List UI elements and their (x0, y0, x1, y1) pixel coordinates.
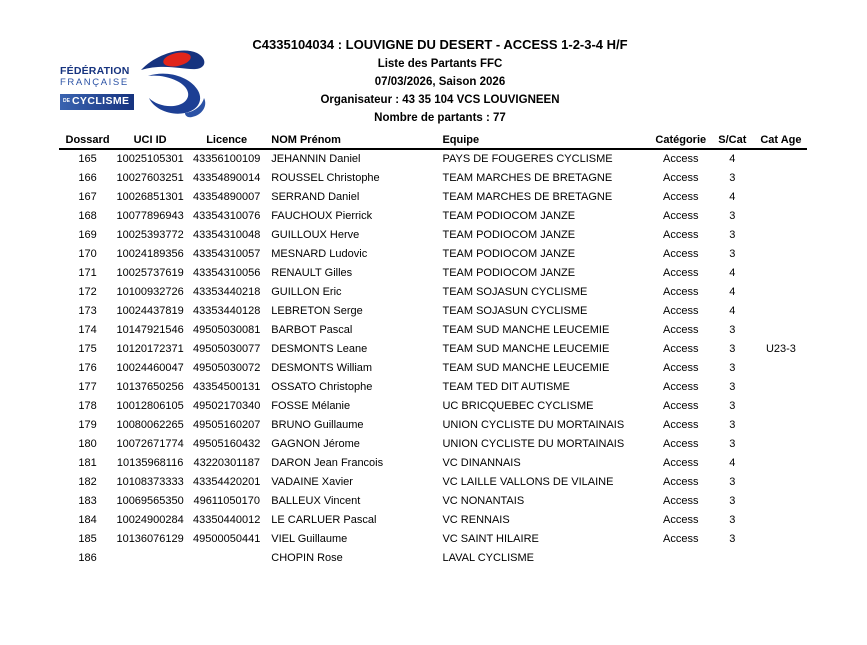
table-cell: 167 (78, 190, 97, 203)
table-cell: Access (663, 171, 699, 184)
table-cell: 49505030077 (193, 342, 261, 355)
table-cell: Access (663, 209, 699, 222)
table-cell: TEAM PODIOCOM JANZE (442, 228, 576, 241)
table-cell: 10024437819 (116, 304, 184, 317)
table-cell: 3 (729, 418, 736, 431)
table-cell: Access (663, 266, 699, 279)
table-cell: Access (663, 342, 699, 355)
table-cell: 3 (729, 361, 736, 374)
table-row (59, 491, 807, 510)
table-cell: PAYS DE FOUGERES CYCLISME (442, 153, 613, 165)
table-cell: TEAM MARCHES DE BRETAGNE (442, 171, 613, 184)
table-cell (755, 206, 807, 225)
table-cell: GUILLOUX Herve (271, 228, 360, 241)
table-cell: 10120172371 (116, 342, 184, 355)
table-cell: TEAM PODIOCOM JANZE (442, 247, 576, 260)
table-cell: 43220301187 (193, 456, 260, 469)
table-cell: 10137650256 (116, 380, 184, 393)
table-cell: Access (663, 153, 699, 165)
table-cell: 43354890007 (193, 190, 261, 203)
table-cell: TEAM SOJASUN CYCLISME (442, 285, 588, 298)
table-cell: TEAM SUD MANCHE LEUCEMIE (442, 342, 610, 355)
table-cell: GUILLON Eric (271, 285, 342, 298)
column-header-nom-pr-nom: NOM Prénom (269, 131, 440, 149)
table-cell: 49505160432 (193, 437, 261, 450)
table-cell: VC DINANNAIS (442, 456, 521, 469)
table-cell: LEBRETON Serge (271, 304, 363, 317)
table-cell: JEHANNIN Daniel (271, 153, 361, 165)
table-cell: VC SAINT HILAIRE (442, 532, 539, 545)
table-cell (755, 472, 807, 491)
table-cell: Access (663, 437, 699, 450)
table-cell: 179 (78, 418, 97, 431)
table-cell: 43354890014 (193, 171, 261, 184)
table-cell: 10069565350 (116, 494, 184, 507)
table-cell: 174 (78, 323, 97, 336)
table-cell: 43356100109 (193, 153, 261, 165)
table-cell: Access (663, 475, 699, 488)
table-cell: TEAM PODIOCOM JANZE (442, 266, 576, 279)
table-cell: BALLEUX Vincent (271, 494, 361, 507)
table-cell: 49611050170 (193, 494, 260, 507)
table-cell: FAUCHOUX Pierrick (271, 209, 373, 222)
table-cell (755, 187, 807, 206)
table-cell (652, 548, 710, 567)
table-cell: GAGNON Jérome (271, 437, 360, 450)
table-cell: 43354310048 (193, 228, 261, 241)
table-cell: BARBOT Pascal (271, 323, 353, 336)
table-cell: VC NONANTAIS (442, 494, 525, 507)
table-cell: 4 (729, 285, 736, 298)
table-cell: 172 (78, 285, 97, 298)
table-cell: 43350440012 (193, 513, 261, 526)
table-cell: 168 (78, 209, 97, 222)
table-cell: 10012806105 (116, 399, 184, 412)
table-cell: 49500050441 (193, 532, 261, 545)
table-cell (755, 320, 807, 339)
table-cell: 169 (78, 228, 97, 241)
table-cell: 183 (78, 494, 97, 507)
table-cell: 10025737619 (116, 266, 184, 279)
table-cell: VADAINE Xavier (271, 475, 353, 488)
table-cell (755, 244, 807, 263)
table-cell: 3 (729, 209, 736, 222)
table-cell: 173 (78, 304, 97, 317)
table-cell: 186 (78, 551, 97, 564)
table-cell: 10100932726 (116, 285, 184, 298)
table-cell: 49505030072 (193, 361, 261, 374)
table-cell: U23-3 (765, 342, 796, 355)
table-cell: Access (663, 494, 699, 507)
column-header-equipe: Equipe (440, 131, 651, 149)
column-header-dossard: Dossard (59, 131, 116, 149)
table-cell: 184 (78, 513, 97, 526)
table-cell: 3 (729, 323, 736, 336)
table-cell: 43354310076 (193, 209, 261, 222)
table-row (59, 263, 807, 282)
table-cell: DESMONTS Leane (271, 342, 368, 355)
table-cell: Access (663, 380, 699, 393)
table-header-row (59, 131, 807, 149)
table-cell: RENAULT Gilles (271, 266, 353, 279)
table-cell: 49502170340 (193, 399, 261, 412)
table-cell: Access (663, 190, 699, 203)
table-cell: TEAM TED DIT AUTISME (442, 380, 570, 393)
table-cell: 43353440218 (193, 285, 261, 298)
table-cell: TEAM PODIOCOM JANZE (442, 209, 576, 222)
table-cell: 3 (729, 532, 736, 545)
organizer-line: Organisateur : 43 35 104 VCS LOUVIGNEEN (320, 94, 560, 106)
table-cell: 43354310056 (193, 266, 261, 279)
table-cell: 181 (78, 456, 97, 469)
table-cell: 182 (78, 475, 97, 488)
table-cell: 3 (729, 475, 736, 488)
table-cell: VC LAILLE VALLONS DE VILAINE (442, 475, 614, 488)
table-cell: 10147921546 (116, 323, 184, 336)
table-cell: FOSSE Mélanie (271, 399, 351, 412)
table-cell: 10136076129 (116, 532, 184, 545)
table-cell: UNION CYCLISTE DU MORTAINAIS (442, 418, 625, 431)
table-cell (755, 434, 807, 453)
table-cell: 10024900284 (116, 513, 184, 526)
table-cell: TEAM SUD MANCHE LEUCEMIE (442, 361, 610, 374)
table-cell: 3 (729, 513, 736, 526)
table-cell: Access (663, 304, 699, 317)
table-cell: 175 (78, 342, 97, 355)
table-cell: 10080062265 (116, 418, 184, 431)
table-cell: 3 (729, 380, 736, 393)
table-row (59, 415, 807, 434)
table-cell: 10027603251 (116, 171, 184, 184)
column-header-cat-gorie: Catégorie (652, 131, 710, 149)
table-cell: 4 (729, 153, 736, 165)
table-cell: 177 (78, 380, 97, 393)
table-row (59, 339, 807, 358)
table-row (59, 225, 807, 244)
table-cell (755, 358, 807, 377)
table-cell: UC BRICQUEBEC CYCLISME (442, 399, 594, 412)
table-cell: Access (663, 418, 699, 431)
table-cell (755, 168, 807, 187)
table-cell: 3 (729, 342, 736, 355)
table-cell (755, 396, 807, 415)
table-cell: 171 (78, 266, 97, 279)
participants-count-line: Nombre de partants : 77 (374, 112, 506, 124)
table-cell: 4 (729, 456, 736, 469)
table-cell: 10025105301 (116, 153, 184, 165)
table-cell: 43353440128 (193, 304, 261, 317)
table-cell (755, 529, 807, 548)
table-body (59, 149, 807, 567)
table-cell: Access (663, 228, 699, 241)
column-header-cat-age: Cat Age (755, 131, 807, 149)
table-row (59, 149, 807, 168)
table-cell (710, 548, 755, 567)
table-cell: 3 (729, 494, 736, 507)
table-cell: ROUSSEL Christophe (271, 171, 380, 184)
table-cell: TEAM SUD MANCHE LEUCEMIE (442, 323, 610, 336)
table-cell: 49505030081 (193, 323, 261, 336)
table-cell: LE CARLUER Pascal (271, 513, 377, 526)
table-row (59, 206, 807, 225)
table-cell: 185 (78, 532, 97, 545)
table-cell (755, 377, 807, 396)
table-row (59, 377, 807, 396)
table-cell: 10025393772 (116, 228, 184, 241)
table-cell: UNION CYCLISTE DU MORTAINAIS (442, 437, 625, 450)
table-cell: 166 (78, 171, 97, 184)
date-season-line: 07/03/2026, Saison 2026 (374, 76, 506, 88)
table-cell: 10135968116 (116, 456, 184, 469)
table-cell: 10024189356 (116, 247, 184, 260)
table-cell: Access (663, 456, 699, 469)
table-cell: 170 (78, 247, 97, 260)
table-cell: 4 (729, 304, 736, 317)
table-cell (755, 453, 807, 472)
table-row (59, 320, 807, 339)
table-cell: 10108373333 (116, 475, 184, 488)
table-cell: VC RENNAIS (442, 513, 510, 526)
table-cell (755, 510, 807, 529)
logo-francaise-text: FRANÇAISE (60, 77, 129, 88)
table-cell: BRUNO Guillaume (271, 418, 364, 431)
table-row (59, 510, 807, 529)
table-cell: OSSATO Christophe (271, 380, 373, 393)
table-cell: Access (663, 532, 699, 545)
table-cell: Access (663, 361, 699, 374)
table-cell: Access (663, 285, 699, 298)
start-list-table (59, 131, 807, 567)
table-cell (116, 548, 184, 567)
table-cell: 176 (78, 361, 97, 374)
column-header-s-cat: S/Cat (710, 131, 755, 149)
table-row (59, 187, 807, 206)
table-cell (755, 149, 807, 168)
table-cell: CHOPIN Rose (271, 551, 343, 564)
document-title: C4335104034 : LOUVIGNE DU DESERT - ACCESS 1-2-3-4 H/F (252, 37, 628, 52)
table-cell: 43354310057 (193, 247, 261, 260)
document-subtitle: Liste des Partants FFC (377, 58, 503, 70)
table-row (59, 453, 807, 472)
column-header-uci-id: UCI ID (116, 131, 184, 149)
table-cell: 165 (78, 153, 97, 165)
table-cell: Access (663, 323, 699, 336)
table-cell: 49505160207 (193, 418, 261, 431)
table-cell: 4 (729, 266, 736, 279)
table-cell (755, 263, 807, 282)
table-cell: 4 (729, 190, 736, 203)
table-cell: TEAM SOJASUN CYCLISME (442, 304, 588, 317)
logo-federation-text: FÉDÉRATION (60, 65, 130, 77)
document-header (13, 37, 867, 127)
table-row (59, 168, 807, 187)
table-cell: LAVAL CYCLISME (442, 551, 534, 564)
table-cell: VIEL Guillaume (271, 532, 348, 545)
table-row (59, 358, 807, 377)
table-cell: 43354500131 (193, 380, 261, 393)
table-cell (755, 282, 807, 301)
table-cell: 10024460047 (116, 361, 184, 374)
table-cell: 10072671774 (116, 437, 184, 450)
table-cell: Access (663, 399, 699, 412)
table-cell (755, 415, 807, 434)
table-row (59, 529, 807, 548)
table-row (59, 396, 807, 415)
table-cell: 3 (729, 247, 736, 260)
column-header-licence: Licence (184, 131, 269, 149)
table-cell (755, 225, 807, 244)
table-cell: 10077896943 (116, 209, 184, 222)
table-cell: 3 (729, 228, 736, 241)
logo-de-text: DE (63, 98, 70, 104)
table-row (59, 301, 807, 320)
table-row (59, 548, 807, 567)
table-cell (755, 301, 807, 320)
table-cell: DESMONTS William (271, 361, 373, 374)
table-cell: 43354420201 (193, 475, 261, 488)
table-cell (755, 491, 807, 510)
table-cell: 178 (78, 399, 97, 412)
table-cell: 10026851301 (116, 190, 184, 203)
table-row (59, 434, 807, 453)
table-cell: Access (663, 247, 699, 260)
table-cell (755, 548, 807, 567)
table-row (59, 472, 807, 491)
table-cell: 3 (729, 399, 736, 412)
logo-cyclisme-text: CYCLISME (71, 95, 130, 108)
table-row (59, 244, 807, 263)
table-cell: 3 (729, 437, 736, 450)
table-cell: 180 (78, 437, 97, 450)
table-cell: DARON Jean Francois (271, 456, 384, 469)
table-cell: Access (663, 513, 699, 526)
table-cell: 3 (729, 171, 736, 184)
table-cell: SERRAND Daniel (271, 190, 360, 203)
table-cell: MESNARD Ludovic (271, 247, 368, 260)
table-cell: TEAM MARCHES DE BRETAGNE (442, 190, 613, 203)
table-row (59, 282, 807, 301)
table-cell (184, 548, 269, 567)
